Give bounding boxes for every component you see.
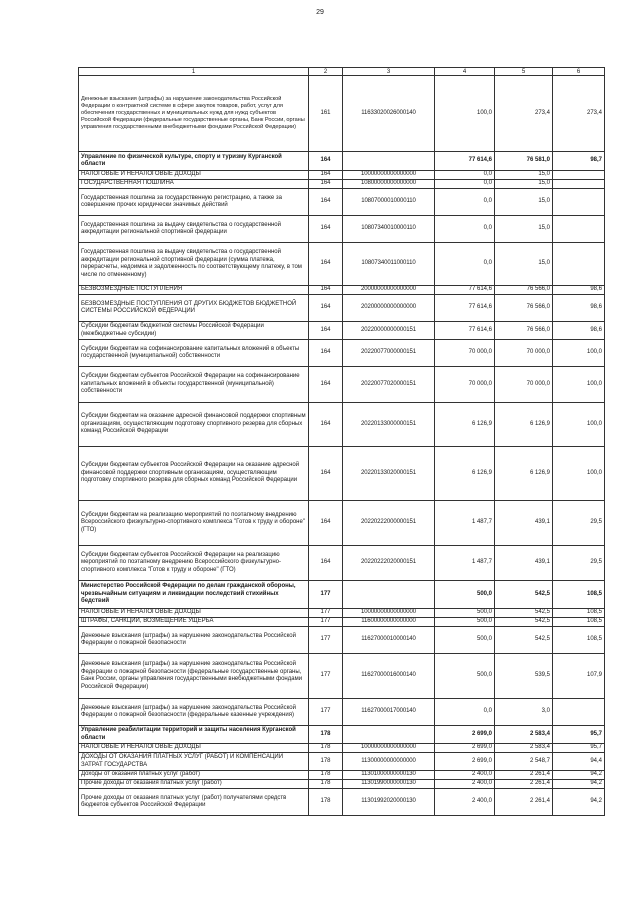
table-cell-code: 161 <box>309 76 343 152</box>
table-cell-code: 178 <box>309 744 343 753</box>
table-cell-kbk: 10807000010000110 <box>343 189 435 216</box>
table-cell-code: 164 <box>309 403 343 447</box>
table-cell-fact: 3,0 <box>495 699 553 726</box>
table-cell-plan: 6 126,9 <box>435 447 495 501</box>
table-cell-name: Государственная пошлина за выдачу свидетельства о государственной аккредитации региональной спортивной федерации (сумма платежа, перерасчеты, недоимка и задолженность по соответствующему платежу, в том числе по отмененному) <box>79 243 309 286</box>
table-cell-kbk <box>343 726 435 744</box>
table-cell-name: Субсидии бюджетам субъектов Российской Федерации на оказание адресной финансовой поддержки спортивным организациям, осуществляющим подготовку спортивного резерва для сборных команд Российской Федерации <box>79 447 309 501</box>
table-row <box>79 726 605 744</box>
table-cell-kbk <box>343 152 435 171</box>
table-cell-plan: 500,0 <box>435 609 495 618</box>
table-cell-fact: 15,0 <box>495 189 553 216</box>
table-cell-plan: 500,0 <box>435 581 495 609</box>
table-row <box>79 152 605 171</box>
table-row <box>79 295 605 322</box>
table-cell-fact: 6 126,9 <box>495 403 553 447</box>
table-cell-name: Прочие доходы от оказания платных услуг (работ) получателями средств бюджетов субъектов Российской Федерации <box>79 789 309 816</box>
table-cell-name: Прочие доходы от оказания платных услуг (работ) <box>79 780 309 789</box>
table-cell-code: 164 <box>309 243 343 286</box>
column-header: 2 <box>309 68 343 76</box>
table-row <box>79 180 605 189</box>
table-cell-name: Министерство Российской Федерации по делам гражданской обороны, чрезвычайным ситуациям и ликвидации последствий стихийных бедствий <box>79 581 309 609</box>
table-cell-percent: 107,9 <box>553 654 605 699</box>
table-cell-plan: 500,0 <box>435 654 495 699</box>
table-cell-kbk: 11600000000000000 <box>343 618 435 627</box>
table-cell-kbk: 10807340011000110 <box>343 243 435 286</box>
table-cell-code: 177 <box>309 699 343 726</box>
table-row <box>79 340 605 367</box>
table-cell-fact: 70 000,0 <box>495 367 553 403</box>
column-header: 1 <box>79 68 309 76</box>
table-cell-code: 164 <box>309 367 343 403</box>
column-header: 5 <box>495 68 553 76</box>
table-cell-fact: 542,5 <box>495 627 553 654</box>
table-cell-name: Денежные взыскания (штрафы) за нарушение законодательства Российской Федерации о контрактной системе в сфере закупок товаров, работ, услуг для обеспечения государственных и муниципальных нужд для нужд субъектов Российской Федерации (федеральные государственные органы, Банк России, органы управления государственными внебюджетными фондами Российской Федерации) <box>79 76 309 152</box>
table-cell-percent: 94,2 <box>553 771 605 780</box>
table-cell-percent: 29,5 <box>553 546 605 581</box>
table-body <box>79 68 605 816</box>
table-row <box>79 171 605 180</box>
table-cell-code: 178 <box>309 780 343 789</box>
table-row <box>79 286 605 295</box>
table-cell-code: 164 <box>309 546 343 581</box>
table-cell-percent: 95,7 <box>553 744 605 753</box>
table-cell-plan: 0,0 <box>435 189 495 216</box>
table-cell-name: Государственная пошлина за государственную регистрацию, а также за совершение прочих юридически значимых действий <box>79 189 309 216</box>
table-cell-name: Субсидии бюджетам субъектов Российской Федерации на реализацию мероприятий по поэтапному внедрению Всероссийского физкультурно-спортивного комплекса "Готов к труду и обороне" (ГТО) <box>79 546 309 581</box>
table-cell-plan: 2 400,0 <box>435 771 495 780</box>
table-cell-percent: 98,6 <box>553 322 605 340</box>
table-cell-fact: 15,0 <box>495 180 553 189</box>
table-cell-kbk: 10807340010000110 <box>343 216 435 243</box>
table-cell-code: 178 <box>309 771 343 780</box>
table-cell-percent: 108,5 <box>553 581 605 609</box>
table-cell-plan: 0,0 <box>435 171 495 180</box>
table-cell-code: 177 <box>309 618 343 627</box>
table-cell-kbk: 11633020026000140 <box>343 76 435 152</box>
table-row <box>79 447 605 501</box>
table-cell-kbk: 11301990000000130 <box>343 780 435 789</box>
table-cell-plan: 0,0 <box>435 243 495 286</box>
table-cell-percent: 98,6 <box>553 286 605 295</box>
table-cell-name: Денежные взыскания (штрафы) за нарушение законодательства Российской Федерации о пожарной безопасности (федеральные государственные органы, Банк России, органы управления государственными внебюджетными фондами Российской Федерации) <box>79 654 309 699</box>
table-cell-plan: 2 699,0 <box>435 726 495 744</box>
table-row <box>79 771 605 780</box>
table-cell-code: 164 <box>309 216 343 243</box>
table-row <box>79 367 605 403</box>
table-cell-code: 177 <box>309 609 343 618</box>
table-cell-percent: 100,0 <box>553 403 605 447</box>
table-row <box>79 753 605 771</box>
table-cell-name: Субсидии бюджетам на реализацию мероприятий по поэтапному внедрению Всероссийского физкультурно-спортивного комплекса "Готов к труду и обороне" (ГТО) <box>79 501 309 546</box>
table-cell-kbk: 20220133000000151 <box>343 403 435 447</box>
table-cell-fact: 15,0 <box>495 171 553 180</box>
table-row <box>79 243 605 286</box>
table-cell-percent: 108,5 <box>553 609 605 618</box>
table-row <box>79 654 605 699</box>
page-number: 29 <box>316 9 324 16</box>
table-cell-code: 178 <box>309 726 343 744</box>
table-cell-name: НАЛОГОВЫЕ И НЕНАЛОГОВЫЕ ДОХОДЫ <box>79 171 309 180</box>
table-cell-fact: 76 566,0 <box>495 322 553 340</box>
table-cell-code: 164 <box>309 189 343 216</box>
table-cell-kbk: 11627000017000140 <box>343 699 435 726</box>
table-cell-name: Субсидии бюджетам субъектов Российской Федерации на софинансирование капитальных вложений в объекты государственной (муниципальной) собственности <box>79 367 309 403</box>
table-cell-percent: 98,6 <box>553 295 605 322</box>
table-cell-fact: 6 126,9 <box>495 447 553 501</box>
table-cell-fact: 273,4 <box>495 76 553 152</box>
table-cell-kbk: 20220077000000151 <box>343 340 435 367</box>
table-cell-name: Управление реабилитации территорий и защиты населения Курганской области <box>79 726 309 744</box>
table-cell-plan: 500,0 <box>435 627 495 654</box>
table-cell-plan: 1 487,7 <box>435 546 495 581</box>
table-cell-percent: 29,5 <box>553 501 605 546</box>
table-cell-percent <box>553 243 605 286</box>
table-cell-code: 164 <box>309 295 343 322</box>
table-row <box>79 699 605 726</box>
table-cell-plan: 2 699,0 <box>435 744 495 753</box>
table-cell-percent <box>553 216 605 243</box>
table-cell-code: 177 <box>309 627 343 654</box>
table-cell-kbk: 10000000000000000 <box>343 171 435 180</box>
table-row <box>79 780 605 789</box>
table-cell-kbk: 10800000000000000 <box>343 180 435 189</box>
table-cell-name: НАЛОГОВЫЕ И НЕНАЛОГОВЫЕ ДОХОДЫ <box>79 744 309 753</box>
table-cell-plan: 1 487,7 <box>435 501 495 546</box>
table-cell-percent: 94,4 <box>553 753 605 771</box>
table-cell-name: ГОСУДАРСТВЕННАЯ ПОШЛИНА <box>79 180 309 189</box>
table-cell-plan: 2 400,0 <box>435 780 495 789</box>
table-cell-percent: 100,0 <box>553 447 605 501</box>
table-cell-kbk: 11301000000000130 <box>343 771 435 780</box>
table-cell-code: 164 <box>309 340 343 367</box>
table-cell-fact: 2 261,4 <box>495 789 553 816</box>
table-cell-code: 164 <box>309 152 343 171</box>
table-cell-name: Государственная пошлина за выдачу свидетельства о государственной аккредитации региональной спортивной федерации <box>79 216 309 243</box>
table-cell-name: БЕЗВОЗМЕЗДНЫЕ ПОСТУПЛЕНИЯ <box>79 286 309 295</box>
table-cell-fact: 15,0 <box>495 216 553 243</box>
table-cell-name: Субсидии бюджетам на софинансирование капитальных вложений в объекты государственной (муниципальной) собственности <box>79 340 309 367</box>
column-header: 3 <box>343 68 435 76</box>
table-cell-name: ДОХОДЫ ОТ ОКАЗАНИЯ ПЛАТНЫХ УСЛУГ (РАБОТ) И КОМПЕНСАЦИИ ЗАТРАТ ГОСУДАРСТВА <box>79 753 309 771</box>
table-cell-plan: 77 614,6 <box>435 295 495 322</box>
table-cell-percent <box>553 171 605 180</box>
table-cell-plan: 0,0 <box>435 216 495 243</box>
table-cell-percent: 273,4 <box>553 76 605 152</box>
table-cell-name: НАЛОГОВЫЕ И НЕНАЛОГОВЫЕ ДОХОДЫ <box>79 609 309 618</box>
table-cell-code: 164 <box>309 171 343 180</box>
table-cell-kbk: 20220000000000151 <box>343 322 435 340</box>
table-cell-kbk: 20220222020000151 <box>343 546 435 581</box>
table-cell-fact: 70 000,0 <box>495 340 553 367</box>
table-cell-fact: 2 583,4 <box>495 726 553 744</box>
column-header: 4 <box>435 68 495 76</box>
table-cell-fact: 2 548,7 <box>495 753 553 771</box>
table-cell-kbk: 10000000000000000 <box>343 609 435 618</box>
table-row <box>79 618 605 627</box>
table-cell-name: Доходы от оказания платных услуг (работ) <box>79 771 309 780</box>
table-row <box>79 189 605 216</box>
table-cell-name: Денежные взыскания (штрафы) за нарушение законодательства Российской Федерации о пожарной безопасности (федеральные казенные учреждения) <box>79 699 309 726</box>
table-cell-kbk: 20220133020000151 <box>343 447 435 501</box>
table-cell-fact: 76 581,0 <box>495 152 553 171</box>
table-cell-code: 164 <box>309 322 343 340</box>
table-row <box>79 581 605 609</box>
table-cell-kbk: 20000000000000000 <box>343 286 435 295</box>
table-cell-plan: 77 614,6 <box>435 322 495 340</box>
table-header-row <box>79 68 605 76</box>
table-cell-name: Управление по физической культуре, спорту и туризму Курганской области <box>79 152 309 171</box>
table-cell-code: 177 <box>309 654 343 699</box>
table-cell-name: БЕЗВОЗМЕЗДНЫЕ ПОСТУПЛЕНИЯ ОТ ДРУГИХ БЮДЖЕТОВ БЮДЖЕТНОЙ СИСТЕМЫ РОССИЙСКОЙ ФЕДЕРАЦИИ <box>79 295 309 322</box>
table-cell-kbk <box>343 581 435 609</box>
table-cell-code: 178 <box>309 753 343 771</box>
table-cell-code: 164 <box>309 447 343 501</box>
table-row <box>79 744 605 753</box>
table-cell-code: 164 <box>309 180 343 189</box>
table-cell-plan: 2 699,0 <box>435 753 495 771</box>
table-cell-plan: 100,0 <box>435 76 495 152</box>
table-cell-plan: 70 000,0 <box>435 340 495 367</box>
table-cell-kbk: 20220077020000151 <box>343 367 435 403</box>
column-header: 6 <box>553 68 605 76</box>
table-cell-fact: 539,5 <box>495 654 553 699</box>
table-cell-fact: 542,5 <box>495 581 553 609</box>
table-cell-kbk: 20220222000000151 <box>343 501 435 546</box>
table-cell-fact: 439,1 <box>495 501 553 546</box>
table-cell-percent: 108,5 <box>553 627 605 654</box>
table-cell-plan: 77 614,6 <box>435 152 495 171</box>
table-cell-percent: 100,0 <box>553 340 605 367</box>
table-cell-percent: 94,2 <box>553 780 605 789</box>
table-cell-code: 164 <box>309 501 343 546</box>
table-cell-name: Денежные взыскания (штрафы) за нарушение законодательства Российской Федерации о пожарной безопасности <box>79 627 309 654</box>
table-cell-plan: 70 000,0 <box>435 367 495 403</box>
table-cell-percent <box>553 189 605 216</box>
table-row <box>79 216 605 243</box>
table-cell-fact: 76 566,0 <box>495 295 553 322</box>
table-row <box>79 546 605 581</box>
table-cell-percent: 98,7 <box>553 152 605 171</box>
table-cell-kbk: 11301992020000130 <box>343 789 435 816</box>
table-row <box>79 403 605 447</box>
table-cell-kbk: 10000000000000000 <box>343 744 435 753</box>
table-cell-fact: 542,5 <box>495 609 553 618</box>
table-cell-percent: 108,5 <box>553 618 605 627</box>
table-cell-name: Субсидии бюджетам на оказание адресной финансовой поддержки спортивным организациям, осуществляющим подготовку спортивного резерва для сборных команд Российской Федерации <box>79 403 309 447</box>
table-cell-percent <box>553 699 605 726</box>
table-cell-fact: 2 583,4 <box>495 744 553 753</box>
table-cell-code: 178 <box>309 789 343 816</box>
table-cell-fact: 76 566,0 <box>495 286 553 295</box>
table-cell-plan: 2 400,0 <box>435 789 495 816</box>
table-row <box>79 501 605 546</box>
table-cell-code: 177 <box>309 581 343 609</box>
table-cell-percent: 95,7 <box>553 726 605 744</box>
table-cell-fact: 2 261,4 <box>495 771 553 780</box>
revenue-table <box>78 67 605 816</box>
table-cell-fact: 439,1 <box>495 546 553 581</box>
table-cell-plan: 77 614,6 <box>435 286 495 295</box>
table-cell-fact: 15,0 <box>495 243 553 286</box>
table-cell-fact: 2 261,4 <box>495 780 553 789</box>
table-cell-name: Субсидии бюджетам бюджетной системы Российской Федерации (межбюджетные субсидии) <box>79 322 309 340</box>
table-row <box>79 322 605 340</box>
table-row <box>79 609 605 618</box>
table-row <box>79 627 605 654</box>
table-cell-percent <box>553 180 605 189</box>
table-cell-kbk: 11627000010000140 <box>343 627 435 654</box>
table-cell-percent: 94,2 <box>553 789 605 816</box>
table-cell-name: ШТРАФЫ, САНКЦИИ, ВОЗМЕЩЕНИЕ УЩЕРБА <box>79 618 309 627</box>
table-cell-plan: 500,0 <box>435 618 495 627</box>
table-cell-kbk: 11627000016000140 <box>343 654 435 699</box>
table-row <box>79 76 605 152</box>
table-cell-plan: 6 126,9 <box>435 403 495 447</box>
table-cell-plan: 0,0 <box>435 180 495 189</box>
table-cell-fact: 542,5 <box>495 618 553 627</box>
table-cell-plan: 0,0 <box>435 699 495 726</box>
table-cell-kbk: 11300000000000000 <box>343 753 435 771</box>
table-cell-kbk: 20200000000000000 <box>343 295 435 322</box>
table-cell-percent: 100,0 <box>553 367 605 403</box>
table-row <box>79 789 605 816</box>
table-cell-code: 164 <box>309 286 343 295</box>
